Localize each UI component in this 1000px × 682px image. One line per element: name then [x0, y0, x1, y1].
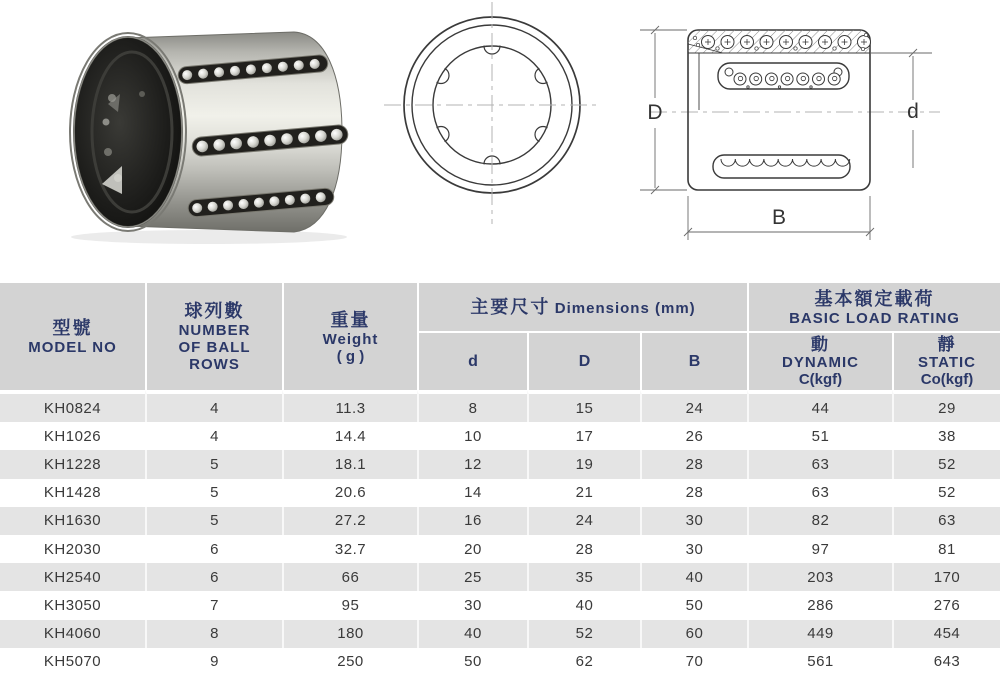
- static-zh: 靜: [937, 335, 957, 354]
- cell-stat: 52: [892, 479, 1000, 507]
- cell-B: 50: [640, 591, 747, 619]
- table-row: [0, 591, 1000, 619]
- col-header-D: [527, 331, 640, 390]
- cell-d: 40: [417, 620, 527, 648]
- cell-D: 52: [527, 620, 640, 648]
- cell-D: 15: [527, 390, 640, 422]
- cell-weight: 180: [282, 620, 417, 648]
- cell-stat: 52: [892, 450, 1000, 478]
- bearing-photo: [46, 6, 366, 246]
- cell-rows: 4: [145, 422, 282, 450]
- table-row: [0, 450, 1000, 478]
- cell-rows: 8: [145, 620, 282, 648]
- dynamic-en: DYNAMIC: [782, 354, 860, 371]
- dimensions-zh: 主要尺寸: [470, 297, 551, 317]
- table-row: [0, 390, 1000, 422]
- cell-dyn: 449: [747, 620, 892, 648]
- col-header-ball-rows: [145, 283, 282, 390]
- table-row: [0, 563, 1000, 591]
- static-unit: Co(kgf): [920, 371, 974, 388]
- cell-B: 24: [640, 390, 747, 422]
- cell-weight: 95: [282, 591, 417, 619]
- cell-B: 30: [640, 507, 747, 535]
- cell-dyn: 51: [747, 422, 892, 450]
- cell-rows: 5: [145, 507, 282, 535]
- cell-rows: 9: [145, 648, 282, 676]
- cell-model: KH2030: [0, 535, 145, 563]
- weight-unit: ( g ): [336, 347, 365, 365]
- col-d-label: d: [468, 352, 478, 370]
- col-B-label: B: [688, 352, 701, 370]
- cell-D: 17: [527, 422, 640, 450]
- spec-table-body: [0, 390, 1000, 676]
- dimension-d: [871, 49, 932, 168]
- table-row: [0, 620, 1000, 648]
- table-row: [0, 535, 1000, 563]
- table-row: [0, 422, 1000, 450]
- upper-slot: [718, 63, 849, 89]
- cell-d: 12: [417, 450, 527, 478]
- cell-weight: 14.4: [282, 422, 417, 450]
- cell-d: 10: [417, 422, 527, 450]
- dim-label-D: D: [647, 101, 663, 124]
- cell-stat: 63: [892, 507, 1000, 535]
- ball-rows-en-1: NUMBER: [178, 322, 251, 339]
- cell-D: 19: [527, 450, 640, 478]
- ball-rows-en-3: ROWS: [189, 356, 240, 373]
- cell-weight: 11.3: [282, 390, 417, 422]
- cell-D: 28: [527, 535, 640, 563]
- cell-d: 25: [417, 563, 527, 591]
- weight-zh: 重量: [330, 309, 371, 330]
- dynamic-unit: C(kgf): [798, 371, 843, 388]
- cell-D: 40: [527, 591, 640, 619]
- col-header-static: [892, 331, 1000, 390]
- cell-dyn: 561: [747, 648, 892, 676]
- cell-B: 40: [640, 563, 747, 591]
- cell-rows: 6: [145, 563, 282, 591]
- cell-rows: 7: [145, 591, 282, 619]
- bearing-shadow: [71, 230, 347, 244]
- cell-weight: 20.6: [282, 479, 417, 507]
- cell-d: 16: [417, 507, 527, 535]
- cell-stat: 29: [892, 390, 1000, 422]
- dynamic-zh: 動: [811, 335, 831, 354]
- cell-dyn: 97: [747, 535, 892, 563]
- cell-weight: 32.7: [282, 535, 417, 563]
- cell-model: KH5070: [0, 648, 145, 676]
- ball-rows-zh: 球列數: [184, 301, 245, 321]
- cell-model: KH1428: [0, 479, 145, 507]
- dim-label-B: B: [771, 206, 787, 229]
- cell-dyn: 286: [747, 591, 892, 619]
- load-rating-zh: 基本額定載荷: [814, 288, 935, 309]
- cell-weight: 250: [282, 648, 417, 676]
- cell-stat: 81: [892, 535, 1000, 563]
- cell-dyn: 44: [747, 390, 892, 422]
- cell-weight: 66: [282, 563, 417, 591]
- cell-B: 60: [640, 620, 747, 648]
- cell-stat: 454: [892, 620, 1000, 648]
- cell-D: 35: [527, 563, 640, 591]
- col-header-model: [0, 283, 145, 390]
- cell-model: KH1026: [0, 422, 145, 450]
- cell-dyn: 203: [747, 563, 892, 591]
- cell-weight: 18.1: [282, 450, 417, 478]
- front-view-drawing: [378, 0, 602, 250]
- col-header-dynamic: [747, 331, 892, 390]
- cell-stat: 643: [892, 648, 1000, 676]
- ball-rows-en-2: OF BALL: [178, 339, 251, 356]
- cell-d: 20: [417, 535, 527, 563]
- group-header-load-rating: [747, 283, 1000, 331]
- cell-B: 30: [640, 535, 747, 563]
- cell-rows: 5: [145, 479, 282, 507]
- dimensions-en: Dimensions (mm): [554, 300, 696, 317]
- dimension-B: [684, 196, 874, 240]
- cell-model: KH0824: [0, 390, 145, 422]
- table-row: [0, 648, 1000, 676]
- cell-model: KH1228: [0, 450, 145, 478]
- cell-model: KH2540: [0, 563, 145, 591]
- group-header-dimensions: [417, 283, 747, 331]
- cell-model: KH1630: [0, 507, 145, 535]
- static-en: STATIC: [918, 354, 976, 371]
- col-D-label: D: [578, 352, 591, 370]
- spec-table: [0, 283, 1000, 676]
- dimension-D: [640, 26, 687, 194]
- col-header-B: [640, 331, 747, 390]
- model-en: MODEL NO: [28, 339, 117, 356]
- weight-en: Weight: [322, 330, 379, 348]
- cell-weight: 27.2: [282, 507, 417, 535]
- lower-slot: [713, 155, 850, 178]
- cell-stat: 276: [892, 591, 1000, 619]
- cell-D: 62: [527, 648, 640, 676]
- cell-model: KH4060: [0, 620, 145, 648]
- cell-d: 50: [417, 648, 527, 676]
- spec-table-header: [0, 283, 1000, 390]
- dim-label-d: d: [907, 100, 919, 123]
- cell-D: 24: [527, 507, 640, 535]
- cell-dyn: 82: [747, 507, 892, 535]
- cell-B: 26: [640, 422, 747, 450]
- cell-d: 8: [417, 390, 527, 422]
- cell-stat: 38: [892, 422, 1000, 450]
- col-header-weight: [282, 283, 417, 390]
- cell-rows: 4: [145, 390, 282, 422]
- cell-B: 28: [640, 479, 747, 507]
- col-header-d: [417, 331, 527, 390]
- cell-dyn: 63: [747, 479, 892, 507]
- model-zh: 型號: [52, 318, 93, 338]
- cell-rows: 5: [145, 450, 282, 478]
- cell-B: 70: [640, 648, 747, 676]
- cross-section-drawing: [620, 0, 1000, 250]
- load-rating-en: BASIC LOAD RATING: [789, 309, 960, 327]
- cell-model: KH3050: [0, 591, 145, 619]
- cell-D: 21: [527, 479, 640, 507]
- cell-stat: 170: [892, 563, 1000, 591]
- cell-dyn: 63: [747, 450, 892, 478]
- table-row: [0, 479, 1000, 507]
- cell-d: 30: [417, 591, 527, 619]
- cell-B: 28: [640, 450, 747, 478]
- cell-d: 14: [417, 479, 527, 507]
- cell-rows: 6: [145, 535, 282, 563]
- figure-strip: [0, 0, 1000, 283]
- table-row: [0, 507, 1000, 535]
